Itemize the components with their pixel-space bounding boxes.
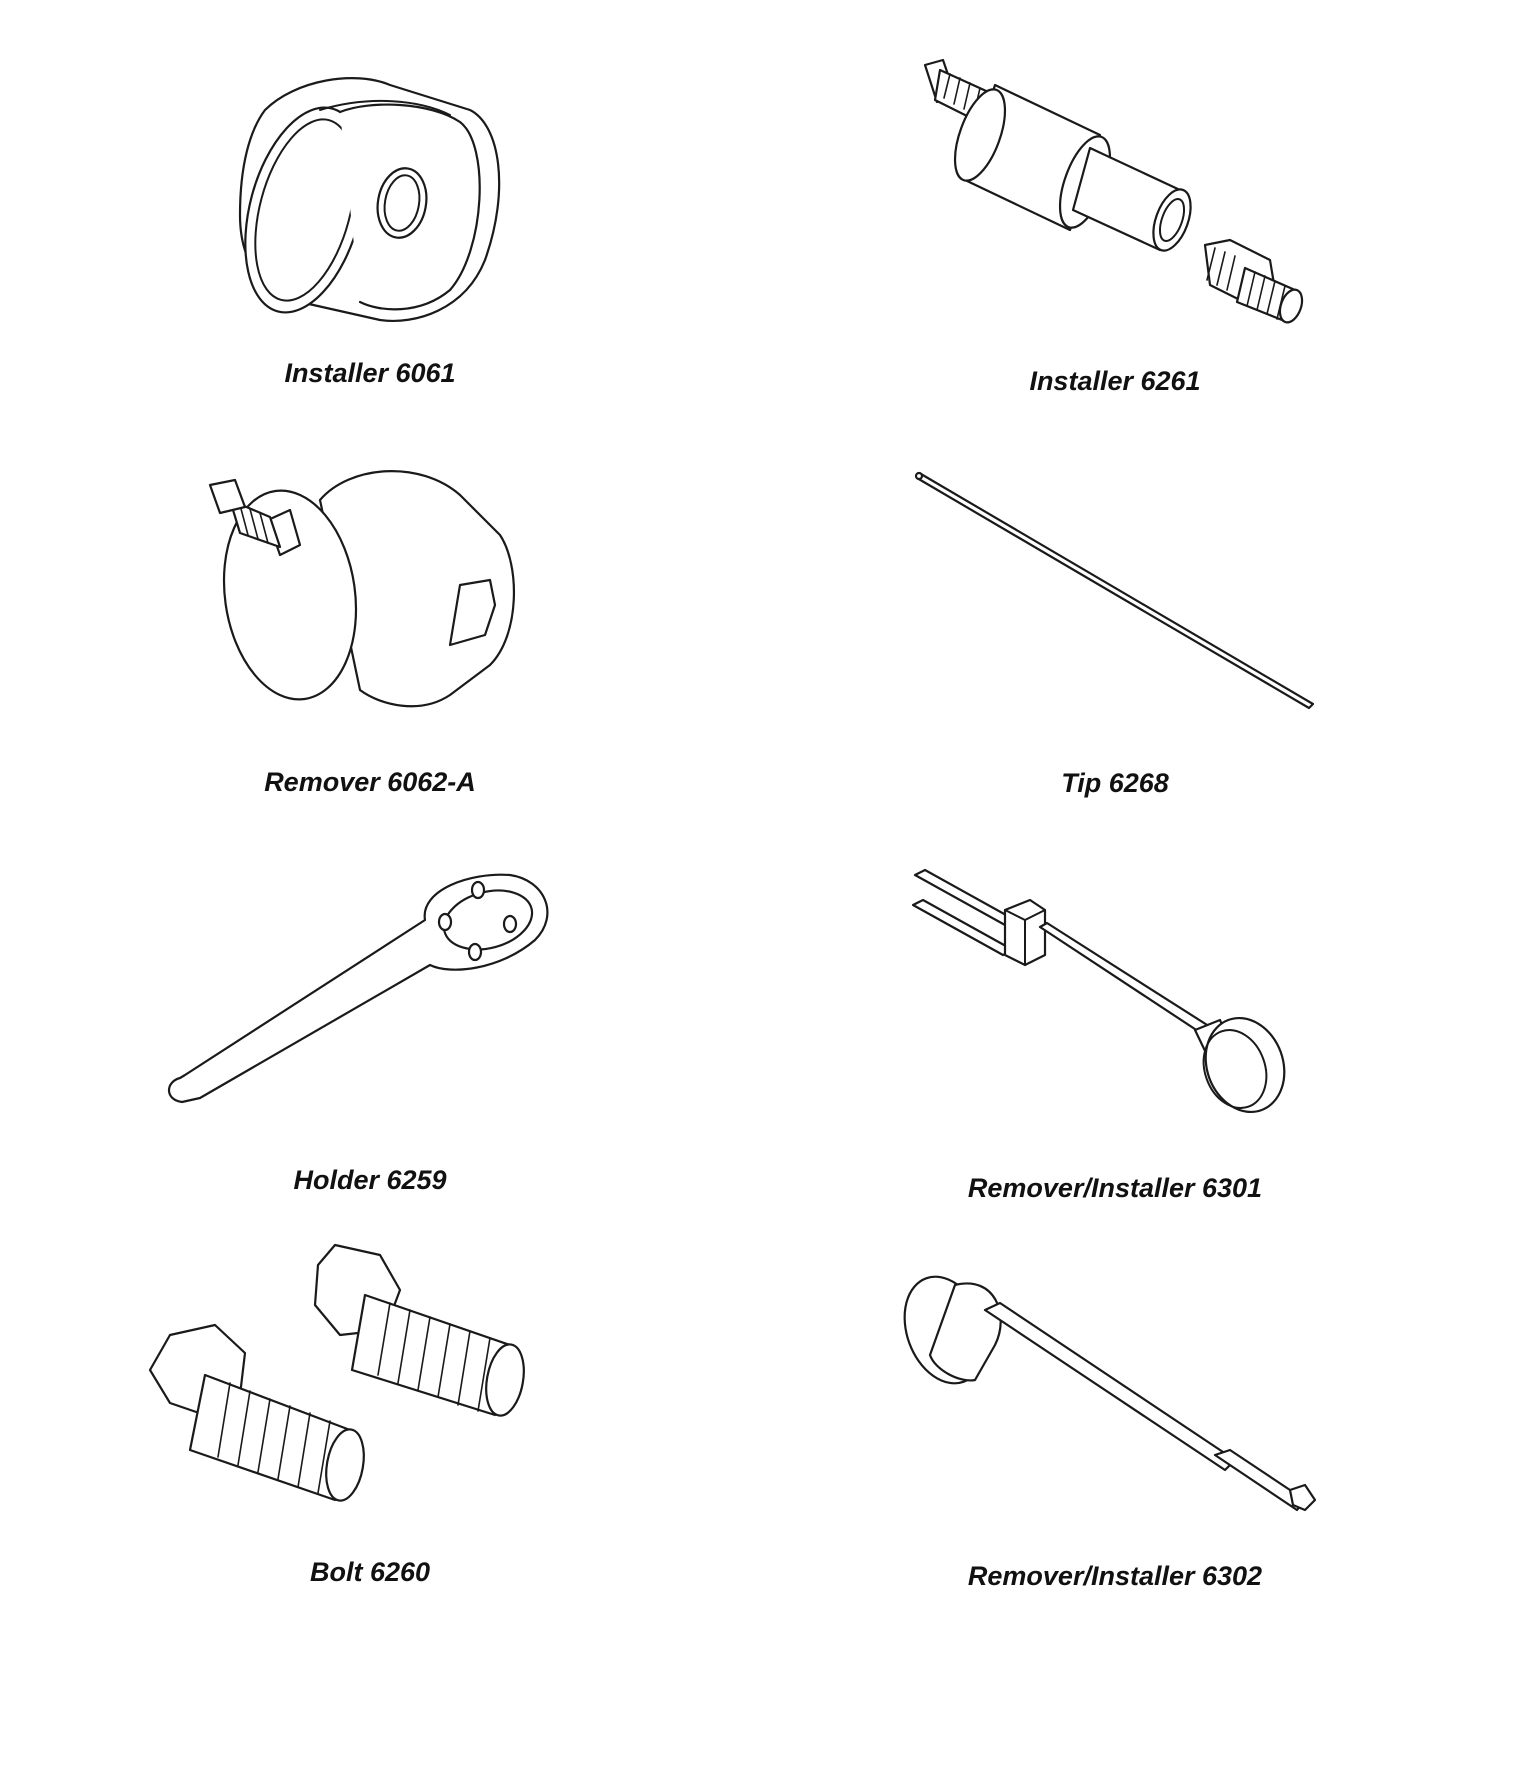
tool-cell-remover-6062a xyxy=(90,445,650,815)
tool-caption: Remover/Installer 6301 xyxy=(967,1173,1263,1203)
tool-caption: Holder 6259 xyxy=(293,1165,447,1195)
tool-caption: Tip 6268 xyxy=(1061,768,1169,798)
tool-cell-remover-installer-6301 xyxy=(835,855,1395,1225)
tool-caption: Installer 6261 xyxy=(1029,366,1201,396)
installer-6061-icon xyxy=(90,40,650,360)
holder-6259-icon xyxy=(90,860,650,1180)
tool-caption: Remover/Installer 6302 xyxy=(967,1561,1263,1591)
tool-caption: Bolt 6260 xyxy=(309,1557,431,1587)
remover-6062a-icon xyxy=(90,445,650,765)
tool-cell-tip-6268 xyxy=(835,450,1395,820)
tool-cell-remover-installer-6302 xyxy=(835,1235,1395,1605)
tool-caption: Installer 6061 xyxy=(284,358,456,388)
installer-6261-icon xyxy=(835,40,1395,360)
tool-caption: Remover 6062-A xyxy=(264,767,476,797)
tool-cell-installer-6061 xyxy=(90,40,650,410)
tool-cell-holder-6259 xyxy=(90,860,650,1230)
tool-cell-bolt-6260 xyxy=(90,1235,650,1605)
remover-installer-6301-icon xyxy=(835,855,1395,1175)
bolt-6260-icon xyxy=(90,1235,650,1555)
remover-installer-6302-icon xyxy=(835,1235,1395,1555)
tool-cell-installer-6261 xyxy=(835,40,1395,410)
tip-6268-icon xyxy=(835,450,1395,770)
